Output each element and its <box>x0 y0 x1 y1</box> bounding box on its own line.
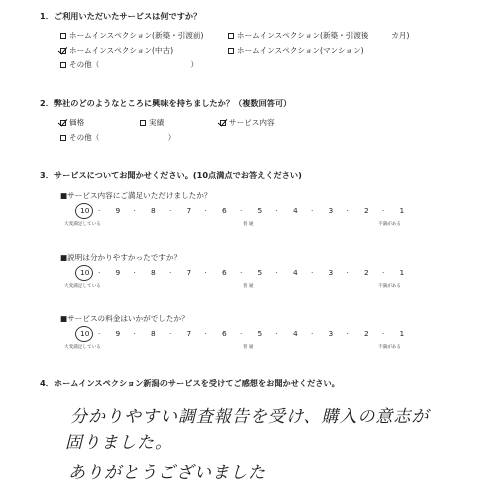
q3-title: 3．サービスについてお聞かせください。(10点満点でお答えください) <box>40 170 302 180</box>
rating-option[interactable]: 3 <box>328 206 334 215</box>
scale-separator: · <box>311 268 314 277</box>
rating-option[interactable]: 2 <box>364 329 369 338</box>
scale-separator: · <box>169 206 172 215</box>
scale-separator: · <box>169 268 172 277</box>
scale-label-low: 不満がある <box>378 284 401 289</box>
scale-separator: · <box>133 268 136 277</box>
rating-scale <box>0 268 480 280</box>
scale-separator: · <box>204 268 207 277</box>
scale-label-mid: 普 通 <box>243 284 254 289</box>
option-label: その他（ ） <box>69 133 176 142</box>
scale-separator: · <box>382 329 385 338</box>
q3-sub-question: ■サービスの料金はいかがでしたか？ <box>60 314 189 323</box>
rating-option[interactable]: 6 <box>222 329 227 338</box>
scale-label-high: 大変満足している <box>64 284 101 289</box>
option-label: ホームインスペクション(中古) <box>69 46 174 55</box>
rating-scale <box>0 329 480 341</box>
scale-separator: · <box>240 206 243 215</box>
scale-separator: · <box>346 329 349 338</box>
checkbox[interactable] <box>60 135 66 141</box>
q2-option-service[interactable] <box>220 117 275 128</box>
scale-separator: · <box>98 206 101 215</box>
scale-separator: · <box>204 206 207 215</box>
rating-option[interactable]: 2 <box>364 268 369 277</box>
rating-option[interactable]: 8 <box>151 329 156 338</box>
rating-option[interactable]: 6 <box>222 206 227 215</box>
checkbox[interactable] <box>60 33 66 39</box>
rating-option[interactable]: 7 <box>186 329 192 338</box>
rating-option[interactable]: 9 <box>115 329 121 338</box>
q2-option-price[interactable] <box>60 117 84 128</box>
q4-title: 4．ホームインスペクション新潟のサービスを受けてご感想をお聞かせください。 <box>40 378 340 388</box>
scale-separator: · <box>346 206 349 215</box>
handwritten-answer-line-3: ありがとうございました <box>68 463 266 483</box>
checkbox-checked[interactable] <box>220 120 226 126</box>
rating-option[interactable]: 10 <box>80 329 90 338</box>
rating-option[interactable]: 7 <box>186 268 192 277</box>
rating-option[interactable]: 3 <box>328 329 334 338</box>
scale-separator: · <box>133 206 136 215</box>
scale-separator: · <box>311 329 314 338</box>
scale-separator: · <box>382 206 385 215</box>
q1-title: 1．ご利用いただいたサービスは何ですか？ <box>40 11 202 21</box>
q1-option-new-after[interactable] <box>228 30 409 41</box>
option-label: その他（ ） <box>69 60 199 69</box>
scale-separator: · <box>98 268 101 277</box>
rating-option[interactable]: 10 <box>80 268 90 277</box>
q3-sub-question: ■サービス内容にご満足いただけましたか？ <box>60 191 212 200</box>
scale-separator: · <box>382 268 385 277</box>
scale-separator: · <box>169 329 172 338</box>
option-label: ホームインスペクション(新築・引渡後 カ月) <box>237 31 410 40</box>
q1-option-used[interactable] <box>60 45 173 56</box>
rating-option[interactable]: 4 <box>293 329 298 338</box>
checkbox[interactable] <box>228 48 234 54</box>
scale-label-high: 大変満足している <box>64 222 101 227</box>
checkbox-checked[interactable] <box>60 120 66 126</box>
scale-separator: · <box>240 329 243 338</box>
rating-option[interactable]: 1 <box>399 329 405 338</box>
q1-option-new-before[interactable] <box>60 30 204 41</box>
q2-option-other[interactable] <box>60 132 175 143</box>
q2-title: 2．弊社のどのようなところに興味を持ちましたか？（複数回答可） <box>40 98 292 108</box>
rating-option[interactable]: 9 <box>115 206 121 215</box>
handwritten-answer-line-2: 固りました。 <box>65 433 173 453</box>
rating-option[interactable]: 8 <box>151 206 156 215</box>
rating-option[interactable]: 5 <box>257 329 263 338</box>
q3-sub-question: ■説明は分かりやすかったですか？ <box>60 253 182 262</box>
option-label: 実績 <box>149 118 165 127</box>
rating-scale <box>0 206 480 218</box>
option-label: ホームインスペクション(新築・引渡前) <box>69 31 204 40</box>
rating-option[interactable]: 5 <box>257 206 263 215</box>
rating-option[interactable]: 9 <box>115 268 121 277</box>
rating-option[interactable]: 6 <box>222 268 227 277</box>
rating-option[interactable]: 5 <box>257 268 263 277</box>
rating-option[interactable]: 10 <box>80 206 90 215</box>
selected-rating-circle <box>75 326 93 342</box>
selected-rating-circle <box>75 265 93 281</box>
checkbox[interactable] <box>60 62 66 68</box>
scale-separator: · <box>133 329 136 338</box>
scale-separator: · <box>346 268 349 277</box>
scale-separator: · <box>311 206 314 215</box>
option-label: サービス内容 <box>229 118 275 127</box>
rating-option[interactable]: 1 <box>399 268 405 277</box>
scale-separator: · <box>240 268 243 277</box>
scale-separator: · <box>275 329 278 338</box>
option-label: 価格 <box>69 118 85 127</box>
option-label: ホームインスペクション(マンション) <box>237 46 364 55</box>
scale-label-low: 不満がある <box>378 222 401 227</box>
scale-separator: · <box>204 329 207 338</box>
rating-option[interactable]: 3 <box>328 268 334 277</box>
scale-label-mid: 普 通 <box>243 345 254 350</box>
q1-option-other[interactable] <box>60 59 198 70</box>
checkbox[interactable] <box>140 120 146 126</box>
rating-option[interactable]: 2 <box>364 206 369 215</box>
rating-option[interactable]: 4 <box>293 268 298 277</box>
selected-rating-circle <box>75 203 93 219</box>
scale-separator: · <box>275 206 278 215</box>
scale-separator: · <box>275 268 278 277</box>
scale-label-high: 大変満足している <box>64 345 101 350</box>
rating-option[interactable]: 1 <box>399 206 405 215</box>
scale-label-mid: 普 通 <box>243 222 254 227</box>
scale-separator: · <box>98 329 101 338</box>
checkbox[interactable] <box>228 33 234 39</box>
q2-option-results[interactable] <box>140 117 164 128</box>
checkbox-checked[interactable] <box>60 48 66 54</box>
rating-option[interactable]: 8 <box>151 268 156 277</box>
handwritten-answer-line-1: 分かりやすい調査報告を受け、購入の意志が <box>70 407 430 427</box>
scale-label-low: 不満がある <box>378 345 401 350</box>
q1-option-mansion[interactable] <box>228 45 364 56</box>
rating-option[interactable]: 4 <box>293 206 298 215</box>
rating-option[interactable]: 7 <box>186 206 192 215</box>
